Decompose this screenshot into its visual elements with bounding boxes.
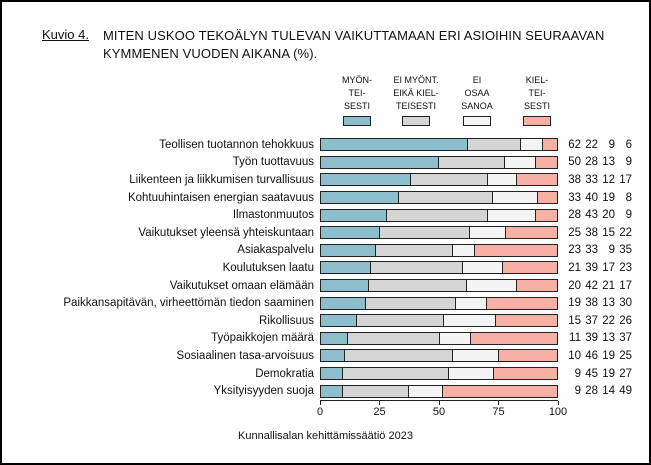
legend-item-ei-osaa-sanoa — [445, 74, 509, 126]
value-labels — [564, 332, 632, 344]
bar-segment-myönteisesti — [321, 245, 375, 256]
bar-segment-ei-osaa-sanoa — [492, 192, 537, 203]
stacked-bar — [320, 244, 558, 257]
bar-segment-ei-myönt-eikä-kielteisesti — [375, 245, 453, 256]
bar-segment-myönteisesti — [321, 315, 356, 326]
value-label: 13 — [602, 332, 615, 345]
bar-segment-ei-osaa-sanoa — [452, 350, 497, 361]
bar-segment-ei-osaa-sanoa — [452, 245, 474, 256]
category-label: Koulutuksen laatu — [222, 261, 314, 274]
bar-segment-ei-myönt-eikä-kielteisesti — [368, 280, 467, 291]
chart-row — [2, 382, 649, 400]
value-label: 14 — [602, 385, 615, 398]
chart-row — [2, 347, 649, 365]
stacked-bar — [320, 191, 558, 204]
axis-tick — [379, 401, 380, 405]
value-label: 25 — [568, 226, 581, 239]
value-label: 21 — [568, 261, 581, 274]
value-label: 45 — [585, 367, 598, 380]
value-label: 42 — [585, 279, 598, 292]
value-labels — [564, 385, 632, 397]
category-label: Työn tuottavuus — [232, 156, 314, 169]
category-label: Asiakaspalvelu — [237, 244, 314, 257]
stacked-bar — [320, 173, 558, 186]
bar-segment-myönteisesti — [321, 368, 342, 379]
legend-item-ei-myonteisesti-eika-kielteisesti — [384, 74, 448, 126]
bar-segment-kielteisesti — [542, 139, 557, 150]
bar-segment-ei-osaa-sanoa — [443, 315, 495, 326]
value-labels — [564, 350, 632, 362]
value-label: 27 — [619, 367, 632, 380]
bar-segment-myönteisesti — [321, 157, 438, 168]
legend-label-line: OSAA — [464, 88, 490, 98]
value-label: 22 — [602, 314, 615, 327]
bar-segment-ei-myönt-eikä-kielteisesti — [410, 174, 488, 185]
bar-segment-ei-myönt-eikä-kielteisesti — [342, 368, 448, 379]
figure-header — [42, 27, 604, 62]
legend-label-line: SESTI — [523, 101, 550, 111]
category-label: Ilmastonmuutos — [232, 209, 314, 222]
value-label: 22 — [585, 138, 598, 151]
value-label: 33 — [585, 244, 598, 257]
value-label: 26 — [619, 314, 632, 327]
legend-label-line: SESTI — [343, 101, 370, 111]
bar-segment-myönteisesti — [321, 280, 368, 291]
stacked-bar — [320, 226, 558, 239]
axis-tick-label: 0 — [316, 406, 324, 418]
bar-segment-ei-myönt-eikä-kielteisesti — [386, 210, 487, 221]
bar-segment-ei-osaa-sanoa — [487, 210, 535, 221]
axis-tick — [439, 401, 440, 405]
legend-label-line: SANOA — [461, 101, 493, 111]
bar-segment-kielteisesti — [470, 333, 557, 344]
value-labels — [564, 244, 632, 256]
chart-row — [2, 365, 649, 383]
bar-segment-ei-osaa-sanoa — [520, 139, 542, 150]
value-label: 17 — [619, 279, 632, 292]
chart-row — [2, 259, 649, 277]
value-label: 38 — [585, 226, 598, 239]
value-labels — [564, 280, 632, 292]
value-label: 13 — [602, 156, 615, 169]
bar-segment-ei-osaa-sanoa — [462, 262, 503, 273]
value-label: 19 — [602, 349, 615, 362]
chart-row — [2, 224, 649, 242]
category-label: Kohtuuhintaisen energian saatavuus — [127, 191, 314, 204]
category-label: Paikkansapitävän, virheettömän tiedon saaminen — [63, 297, 314, 310]
value-label: 37 — [585, 314, 598, 327]
bar-segment-ei-osaa-sanoa — [504, 157, 535, 168]
value-label: 50 — [568, 156, 581, 169]
value-label: 17 — [602, 261, 615, 274]
bar-segment-ei-osaa-sanoa — [466, 280, 516, 291]
value-label: 9 — [574, 367, 581, 380]
bar-segment-kielteisesti — [486, 298, 557, 309]
chart-row — [2, 136, 649, 154]
bar-segment-kielteisesti — [537, 192, 557, 203]
value-label: 37 — [619, 332, 632, 345]
value-label: 46 — [585, 349, 598, 362]
value-label: 15 — [568, 314, 581, 327]
value-label: 19 — [602, 367, 615, 380]
bar-segment-kielteisesti — [493, 368, 557, 379]
x-axis — [316, 400, 568, 418]
value-label: 39 — [585, 261, 598, 274]
chart-row — [2, 312, 649, 330]
value-labels — [564, 156, 632, 168]
bar-segment-ei-myönt-eikä-kielteisesti — [398, 192, 492, 203]
axis-tick — [558, 401, 559, 405]
figure-title — [103, 27, 604, 62]
legend-label-line: KIEL- — [525, 75, 549, 85]
axis-tick-label: 100 — [548, 406, 568, 418]
legend-label-line: EIKÄ KIEL- — [393, 88, 439, 98]
value-label: 28 — [568, 209, 581, 222]
bar-segment-ei-myönt-eikä-kielteisesti — [342, 386, 408, 397]
value-labels — [564, 368, 632, 380]
value-label: 33 — [585, 173, 598, 186]
bar-segment-myönteisesti — [321, 139, 467, 150]
bar-segment-kielteisesti — [498, 350, 557, 361]
value-label: 23 — [568, 244, 581, 257]
bar-segment-kielteisesti — [516, 280, 557, 291]
stacked-bar — [320, 367, 558, 380]
bar-segment-kielteisesti — [535, 210, 557, 221]
value-label: 21 — [602, 279, 615, 292]
stacked-bar — [320, 209, 558, 222]
value-label: 9 — [625, 209, 632, 222]
value-label: 15 — [602, 226, 615, 239]
value-label: 20 — [602, 209, 615, 222]
value-labels — [564, 209, 632, 221]
stacked-bar — [320, 156, 558, 169]
value-label: 9 — [608, 138, 615, 151]
value-label: 23 — [619, 261, 632, 274]
bar-segment-ei-myönt-eikä-kielteisesti — [370, 262, 462, 273]
value-label: 9 — [625, 156, 632, 169]
stacked-bar — [320, 349, 558, 362]
value-label: 28 — [585, 156, 598, 169]
legend-label-line: MYÖN- — [342, 75, 372, 85]
bar-segment-ei-myönt-eikä-kielteisesti — [356, 315, 443, 326]
bar-segment-ei-osaa-sanoa — [487, 174, 516, 185]
legend-swatch-ei-myonteisesti-eika-kielteisesti — [402, 116, 430, 126]
source-caption: Kunnallisalan kehittämissäätiö 2023 — [238, 430, 413, 442]
chart-row — [2, 242, 649, 260]
bar-segment-myönteisesti — [321, 174, 410, 185]
value-label: 19 — [568, 297, 581, 310]
value-label: 20 — [568, 279, 581, 292]
legend-label-line: TEI- — [348, 88, 366, 98]
axis-tick — [498, 401, 499, 405]
bar-segment-ei-osaa-sanoa — [455, 298, 486, 309]
value-label: 43 — [585, 209, 598, 222]
value-labels — [564, 174, 632, 186]
bar-segment-kielteisesti — [516, 174, 557, 185]
bar-segment-kielteisesti — [502, 262, 557, 273]
bar-segment-myönteisesti — [321, 350, 344, 361]
value-label: 28 — [585, 385, 598, 398]
bar-segment-ei-myönt-eikä-kielteisesti — [438, 157, 504, 168]
figure-label: Kuvio 4. — [42, 27, 89, 42]
value-label: 13 — [602, 297, 615, 310]
value-labels — [564, 315, 632, 327]
legend-label-line: EI MYÖNT. — [393, 75, 439, 85]
value-labels — [564, 262, 632, 274]
bar-segment-kielteisesti — [474, 245, 557, 256]
axis-tick-label: 25 — [373, 406, 386, 418]
category-label: Rikollisuus — [259, 314, 314, 327]
legend-item-myonteisesti — [325, 74, 389, 126]
legend-item-kielteisesti — [505, 74, 569, 126]
bar-segment-ei-myönt-eikä-kielteisesti — [347, 333, 439, 344]
chart-row — [2, 277, 649, 295]
category-label: Vaikutukset omaan elämään — [169, 279, 314, 292]
chart-row — [2, 330, 649, 348]
bar-segment-myönteisesti — [321, 192, 398, 203]
legend-label-line: TEI- — [528, 88, 546, 98]
legend-swatch-kielteisesti — [523, 116, 551, 126]
bar-segment-ei-myönt-eikä-kielteisesti — [365, 298, 455, 309]
stacked-bar — [320, 385, 558, 398]
stacked-bar — [320, 138, 558, 151]
value-label: 38 — [568, 173, 581, 186]
value-label: 9 — [608, 244, 615, 257]
category-label: Vaikutukset yleensä yhteiskuntaan — [138, 226, 314, 239]
bar-segment-ei-osaa-sanoa — [448, 368, 493, 379]
category-label: Demokratia — [255, 367, 314, 380]
value-label: 35 — [619, 244, 632, 257]
legend-label-line: EI — [472, 75, 482, 85]
chart-row — [2, 154, 649, 172]
axis-tick — [320, 401, 321, 405]
legend-label-line: TEISESTI — [395, 101, 436, 111]
legend-swatch-ei-osaa-sanoa — [463, 116, 491, 126]
category-label: Liikenteen ja liikkumisen turvallisuus — [129, 173, 314, 186]
value-label: 22 — [619, 226, 632, 239]
axis-tick-label: 50 — [432, 406, 446, 418]
value-labels — [564, 297, 632, 309]
value-label: 39 — [585, 332, 598, 345]
bar-segment-ei-myönt-eikä-kielteisesti — [467, 139, 520, 150]
bar-segment-ei-myönt-eikä-kielteisesti — [379, 227, 469, 238]
stacked-bar — [320, 314, 558, 327]
value-label: 38 — [585, 297, 598, 310]
value-label: 11 — [569, 332, 581, 345]
value-label: 25 — [619, 349, 632, 362]
category-label: Työpaikkojen määrä — [211, 332, 314, 345]
axis-tick-label: 75 — [492, 406, 505, 418]
bar-segment-kielteisesti — [495, 315, 557, 326]
bar-segment-kielteisesti — [505, 227, 557, 238]
figure-title-line2: KYMMENEN VUODEN AIKANA (%). — [102, 45, 318, 61]
stacked-bar — [320, 279, 558, 292]
chart-row — [2, 294, 649, 312]
category-label: Sosiaalinen tasa-arvoisuus — [176, 349, 314, 362]
bar-segment-ei-osaa-sanoa — [408, 386, 442, 397]
value-label: 10 — [568, 349, 581, 362]
value-labels — [564, 139, 632, 151]
bar-segment-myönteisesti — [321, 210, 386, 221]
value-label: 40 — [585, 191, 598, 204]
bar-segment-kielteisesti — [442, 386, 557, 397]
legend-swatch-myonteisesti — [343, 116, 371, 126]
category-label: Yksityisyyden suoja — [213, 385, 314, 398]
value-label: 12 — [602, 173, 615, 186]
bar-segment-kielteisesti — [535, 157, 557, 168]
chart-row — [2, 171, 649, 189]
value-label: 30 — [619, 297, 632, 310]
bar-segment-myönteisesti — [321, 298, 365, 309]
bar-segment-ei-myönt-eikä-kielteisesti — [344, 350, 452, 361]
value-label: 6 — [625, 138, 632, 151]
bar-segment-myönteisesti — [321, 262, 370, 273]
value-label: 62 — [568, 138, 581, 151]
value-labels — [564, 227, 632, 239]
value-label: 49 — [619, 385, 632, 398]
figure-title-line1: MITEN USKOO TEKOÄLYN TULEVAN VAIKUTTAMAAN ERI ASIOIHIN SEURAAVAN — [102, 28, 605, 43]
value-labels — [564, 192, 632, 204]
bar-segment-ei-osaa-sanoa — [439, 333, 470, 344]
bar-segment-ei-osaa-sanoa — [469, 227, 505, 238]
value-label: 19 — [602, 191, 615, 204]
bar-segment-myönteisesti — [321, 227, 379, 238]
bar-segment-myönteisesti — [321, 333, 347, 344]
value-label: 33 — [568, 191, 581, 204]
chart-row — [2, 189, 649, 207]
stacked-bar — [320, 332, 558, 345]
value-label: 8 — [625, 191, 632, 204]
bar-segment-myönteisesti — [321, 386, 342, 397]
chart-row — [2, 206, 649, 224]
bar-chart — [2, 136, 649, 400]
category-label: Teollisen tuotannon tehokkuus — [159, 138, 314, 151]
stacked-bar — [320, 297, 558, 310]
value-label: 9 — [574, 385, 581, 398]
stacked-bar — [320, 261, 558, 274]
value-label: 17 — [619, 173, 632, 186]
